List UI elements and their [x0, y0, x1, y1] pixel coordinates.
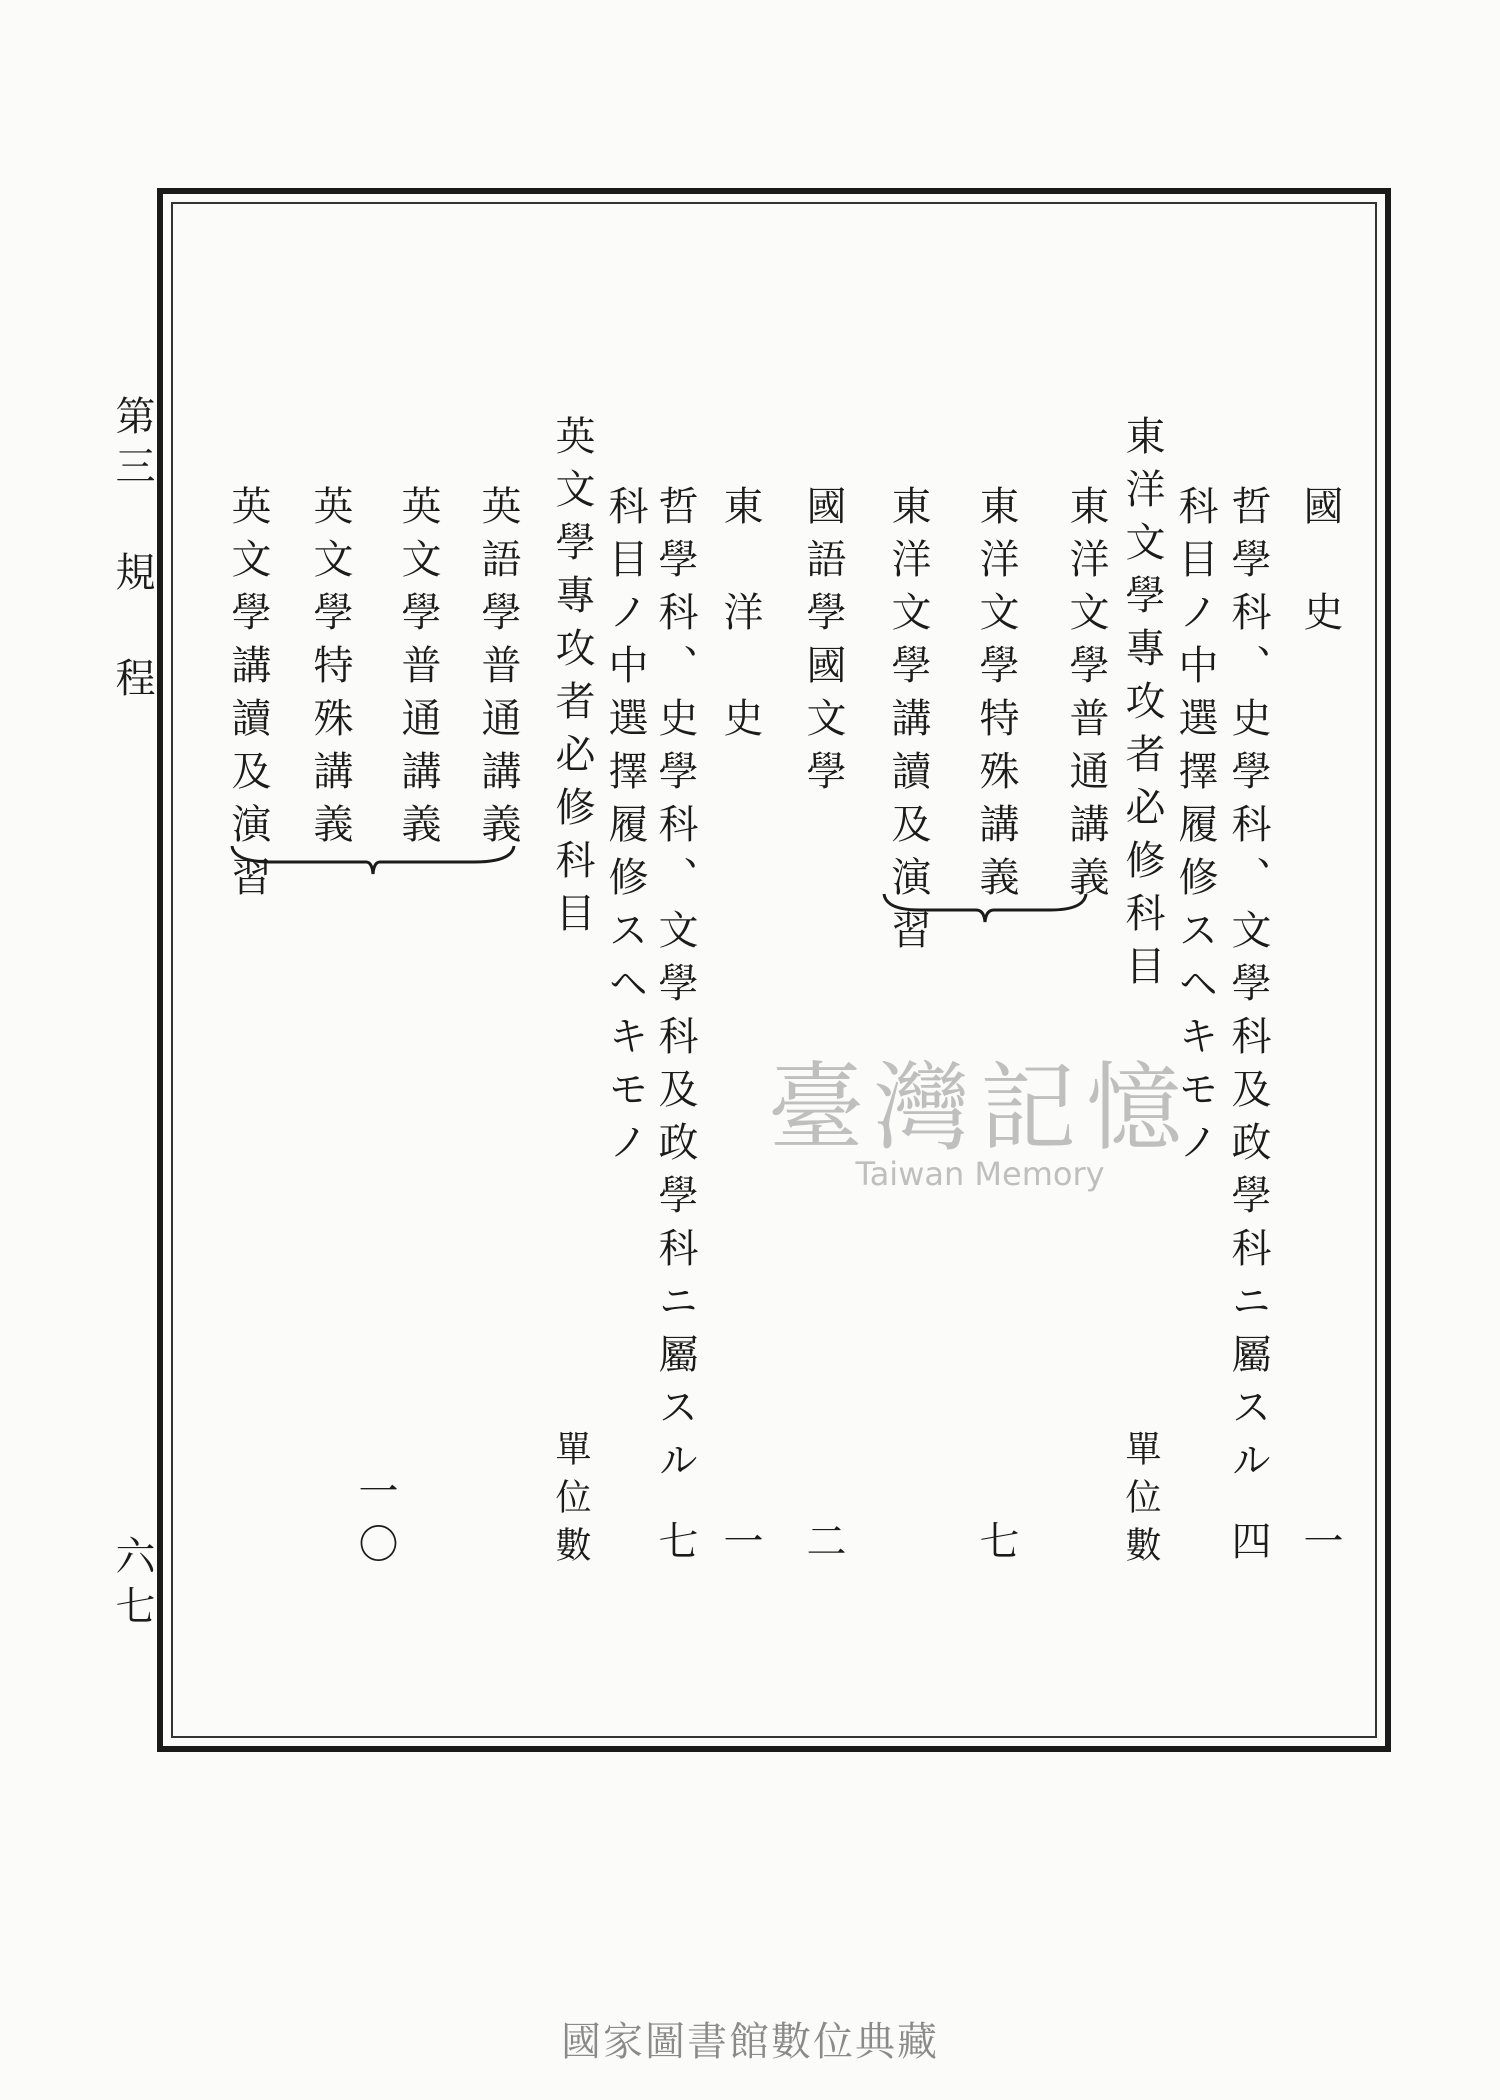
unit-header: 單位數 [1120, 1430, 1161, 1574]
unit-value: 二 [800, 1520, 846, 1573]
unit-header: 單位數 [550, 1430, 591, 1574]
heading-oriental-literature: 東洋文學專攻者必修科目 [1119, 415, 1165, 998]
course-item: 英語學普通講義 [475, 485, 521, 856]
heading-oriental-history: 東 洋 史 [717, 485, 763, 750]
unit-value: 四 [1225, 1520, 1271, 1573]
heading-english-literature: 英文學專攻者必修科目 [549, 415, 595, 945]
running-head: 第三 規 程 [109, 395, 155, 707]
unit-value: 七 [652, 1520, 698, 1573]
text-column: 科目ノ中選擇履修スヘキモノ [1172, 485, 1218, 1174]
footer-credit: 國家圖書館數位典藏 [561, 2019, 939, 2065]
text-column: 科目ノ中選擇履修スヘキモノ [602, 485, 648, 1174]
watermark-en: Taiwan Memory [855, 1154, 1105, 1193]
grouping-brace [880, 888, 1090, 928]
course-item: 國語學國文學 [800, 485, 846, 803]
course-item: 東洋文學普通講義 [1063, 485, 1109, 909]
unit-value: 一〇 [352, 1470, 398, 1576]
unit-value: 一 [717, 1520, 763, 1573]
page-number: 六七 [109, 1535, 155, 1635]
course-item: 英文學特殊講義 [307, 485, 353, 856]
course-item: 英文學普通講義 [395, 485, 441, 856]
unit-value: 七 [973, 1520, 1019, 1573]
watermark [760, 1052, 1200, 1193]
unit-value: 一 [1297, 1520, 1343, 1573]
course-item: 英文學講讀及演習 [225, 485, 271, 909]
heading-kokushi: 國 史 [1297, 485, 1343, 644]
grouping-brace [228, 840, 518, 880]
watermark-cn: 臺灣記憶 [768, 1052, 1192, 1164]
course-item: 東洋文學特殊講義 [973, 485, 1019, 909]
course-item: 東洋文學講讀及演習 [885, 485, 931, 962]
text-column: 哲學科、史學科、文學科及政學科ニ屬スル [1225, 485, 1271, 1492]
text-column: 哲學科、史學科、文學科及政學科ニ屬スル [652, 485, 698, 1492]
